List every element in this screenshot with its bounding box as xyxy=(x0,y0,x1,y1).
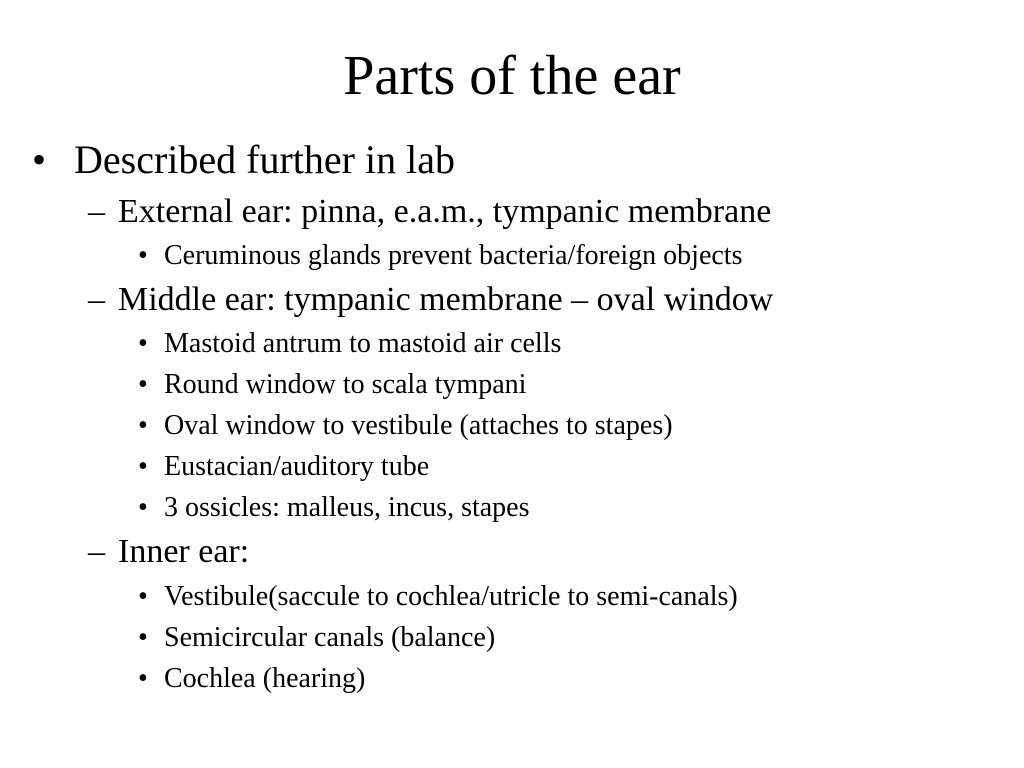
bullet-marker: • xyxy=(138,492,148,523)
list-item xyxy=(138,239,742,273)
list-item-text: Oval window to vestibule (attaches to stapes) xyxy=(164,410,673,441)
slide-title: Parts of the ear xyxy=(343,45,681,107)
list-item-text: Eustacian/auditory tube xyxy=(164,451,430,482)
list-item-text: Ceruminous glands prevent bacteria/foreign objects xyxy=(164,240,743,271)
dash-marker: – xyxy=(88,193,105,230)
list-item xyxy=(138,327,561,361)
bullet-marker: • xyxy=(138,328,148,359)
bullet-marker: • xyxy=(138,410,148,441)
bullet-marker: • xyxy=(138,622,148,653)
bullet-marker: • xyxy=(138,581,148,612)
list-item-text: Cochlea (hearing) xyxy=(164,663,366,694)
bullet-marker: • xyxy=(138,451,148,482)
list-item-text: Semicircular canals (balance) xyxy=(164,622,496,653)
list-item xyxy=(138,662,365,696)
subbullet-inner-ear xyxy=(88,532,249,572)
dash-marker: – xyxy=(88,533,105,570)
list-item xyxy=(138,368,526,402)
list-item xyxy=(138,621,495,655)
bullet-marker: • xyxy=(138,240,148,271)
bullet-marker: • xyxy=(32,137,47,182)
bullet-text: Described further in lab xyxy=(74,137,455,182)
bullet-marker: • xyxy=(138,369,148,400)
subbullet-external-ear xyxy=(88,192,771,232)
subbullet-text: Inner ear: xyxy=(118,533,250,570)
bullet-marker: • xyxy=(138,663,148,694)
list-item-text: 3 ossicles: malleus, incus, stapes xyxy=(164,492,530,523)
list-item xyxy=(138,580,738,614)
list-item xyxy=(138,491,530,525)
list-item-text: Round window to scala tympani xyxy=(164,369,527,400)
list-item xyxy=(138,450,429,484)
subbullet-middle-ear xyxy=(88,280,773,320)
bullet-described-further xyxy=(32,137,455,183)
dash-marker: – xyxy=(88,281,105,318)
subbullet-text: Middle ear: tympanic membrane – oval window xyxy=(118,281,774,318)
list-item-text: Vestibule(saccule to cochlea/utricle to semi-canals) xyxy=(164,581,738,612)
list-item xyxy=(138,409,673,443)
subbullet-text: External ear: pinna, e.a.m., tympanic membrane xyxy=(118,193,772,230)
list-item-text: Mastoid antrum to mastoid air cells xyxy=(164,328,562,359)
